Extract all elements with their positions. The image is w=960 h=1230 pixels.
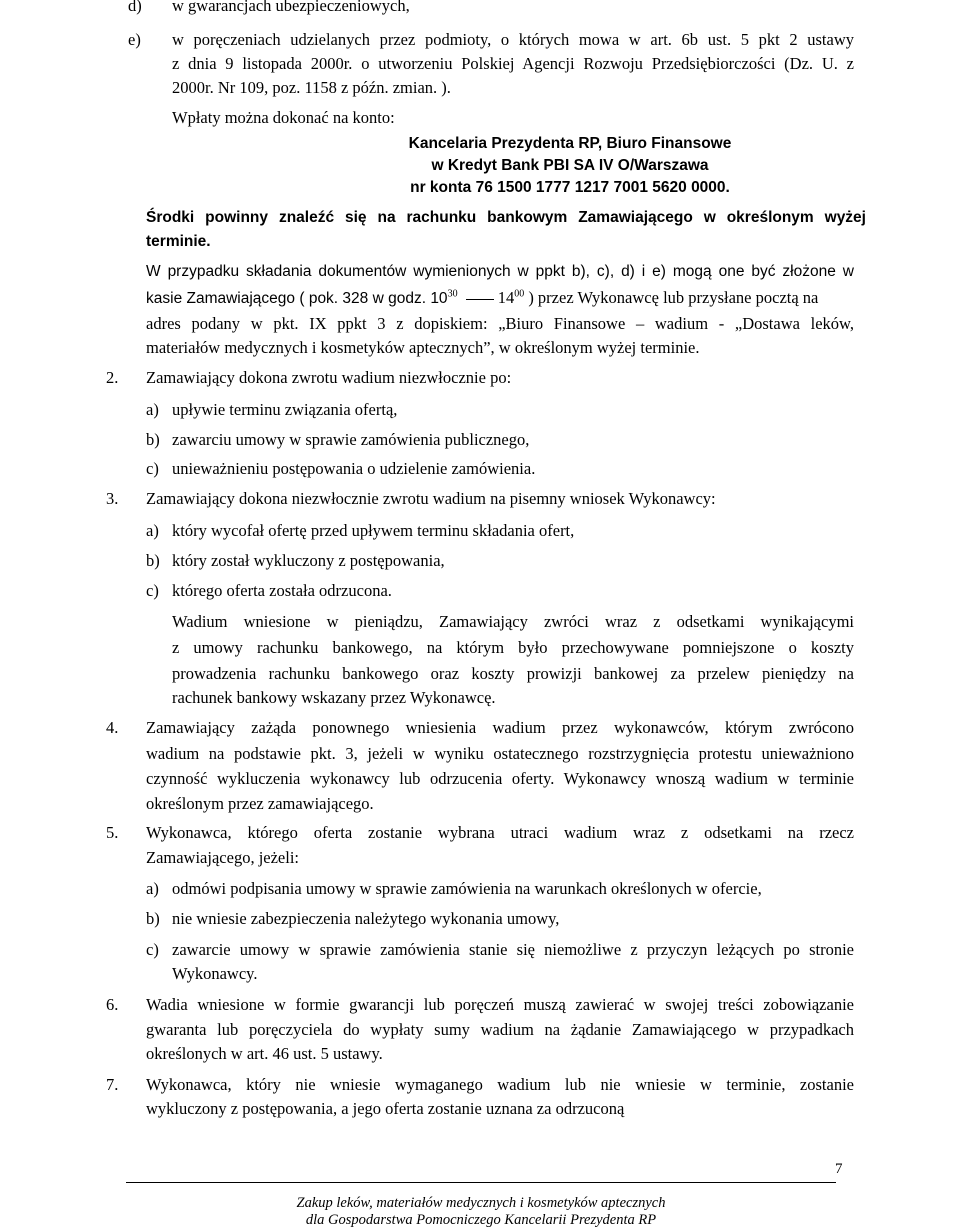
s3-para-line-2: z umowy rachunku bankowego, na którym było przechowywane pomniejszone o koszty [172,638,854,657]
item-d-label: d) [128,0,142,15]
item-e-line-2: z dnia 9 listopada 2000r. o utworzeniu Polskiej Agencji Rozwoju Przedsiębiorczości (Dz. U. z [172,54,854,73]
time-range-dash [466,299,494,300]
s2-item-a-text: upływie terminu związania ofertą, [172,400,398,419]
s6-line-1: Wadia wniesione w formie gwarancji lub poręczeń muszą zawierać w swojej treści zobowiązanie [146,995,854,1014]
s7-line-1: Wykonawca, który nie wniesie wymaganego wadium lub nie wniesie w terminie, zostanie [146,1075,854,1094]
s3-item-b-text: który został wykluczony z postępowania, [172,551,445,570]
s7-line-2: wykluczony z postępowania, a jego oferta zostanie uznana za odrzuconą [146,1099,625,1118]
item-e-line-3: 2000r. Nr 109, poz. 1158 z późn. zmian. ). [172,78,451,97]
s2-item-c-label: c) [146,459,159,478]
docs-time-2-sup: 00 [514,288,525,300]
s7-num: 7. [106,1075,119,1094]
s5-item-b-label: b) [146,909,160,928]
docs-line-2-pre: kasie Zamawiającego ( pok. 328 w godz. 10 [146,290,448,307]
s5-line-1: Wykonawca, którego oferta zostanie wybrana utraci wadium wraz z odsetkami na rzecz [146,823,854,842]
s6-line-2: gwaranta lub poręczyciela do wypłaty sumy wadium na żądanie Zamawiającego w przypadkach [146,1020,854,1039]
s5-item-a-label: a) [146,879,159,898]
s5-item-a-text: odmówi podpisania umowy w sprawie zamówienia na warunkach określonych w ofercie, [172,879,762,898]
item-e-label: e) [128,30,141,49]
s5-item-c-text: zawarcie umowy w sprawie zamówienia stanie się niemożliwe z przyczyn leżących po stronie [172,940,854,959]
docs-line-1: W przypadku składania dokumentów wymienionych w ppkt b), c), d) i e) mogą one być złożone w [146,263,854,280]
bank-line-3: nr konta 76 1500 1777 1217 7001 5620 0000. [410,179,730,196]
docs-line-2 [146,288,854,309]
item-d-text: w gwarancjach ubezpieczeniowych, [172,0,410,15]
docs-time-2-base: 14 [497,288,515,307]
s2-item-a-label: a) [146,400,159,419]
funds-line-2: terminie. [146,233,211,250]
s3-item-c-label: c) [146,581,159,600]
item-e-line-1: w poręczeniach udzielanych przez podmioty, o których mowa w art. 6b ust. 5 pkt 2 ustawy [172,30,854,49]
s3-item-a-label: a) [146,521,159,540]
s5-item-c-cont: Wykonawcy. [172,964,258,983]
s2-text: Zamawiający dokona zwrotu wadium niezwłocznie po: [146,368,512,387]
s3-para-line-1: Wadium wniesione w pieniądzu, Zamawiający zwróci wraz z odsetkami wynikającymi [172,612,854,631]
footer-rule [126,1182,836,1183]
s3-para-line-4: rachunek bankowy wskazany przez Wykonawcę. [172,688,496,707]
s3-para-line-3: prowadzenia rachunku bankowego oraz koszty prowizji bankowej za przelew pieniędzy na [172,664,854,683]
s5-item-b-text: nie wniesie zabezpieczenia należytego wykonania umowy, [172,909,560,928]
bank-line-2: w Kredyt Bank PBI SA IV O/Warszawa [431,157,709,174]
docs-line-2-post: ) przez Wykonawcę lub przysłane pocztą na [524,288,819,307]
page-number: 7 [835,1161,843,1177]
s5-num: 5. [106,823,119,842]
s2-item-b-text: zawarciu umowy w sprawie zamówienia publicznego, [172,430,530,449]
docs-line-4: materiałów medycznych i kosmetyków aptecznych”, w określonym wyżej terminie. [146,338,700,357]
funds-line-1: Środki powinny znaleźć się na rachunku bankowym Zamawiającego w określonym wyżej [146,209,866,226]
payment-intro: Wpłaty można dokonać na konto: [172,108,395,127]
s2-item-b-label: b) [146,430,160,449]
s6-line-3: określonych w art. 46 ust. 5 ustawy. [146,1044,383,1063]
docs-line-3: adres podany w pkt. IX ppkt 3 z dopiskiem: „Biuro Finansowe – wadium - „Dostawa leków, [146,314,854,333]
docs-time-1-sup: 30 [447,288,458,300]
s2-num: 2. [106,368,119,387]
s4-line-2: wadium na podstawie pkt. 3, jeżeli w wyniku ostatecznego rozstrzygnięcia protestu unieważniono [146,744,854,763]
s4-line-4: określonym przez zamawiającego. [146,794,374,813]
s5-line-2: Zamawiającego, jeżeli: [146,848,299,867]
s4-line-3: czynność wykluczenia wykonawcy lub odrzucenia oferty. Wykonawcy wnoszą wadium w terminie [146,769,854,788]
footer-line-2: dla Gospodarstwa Pomocniczego Kancelarii Prezydenta RP [305,1212,657,1228]
s3-text: Zamawiający dokona niezwłocznie zwrotu wadium na pisemny wniosek Wykonawcy: [146,489,716,508]
s3-item-a-text: który wycofał ofertę przed upływem terminu składania ofert, [172,521,575,540]
s3-num: 3. [106,489,119,508]
footer-line-1: Zakup leków, materiałów medycznych i kosmetyków aptecznych [296,1195,666,1211]
s5-item-c-label: c) [146,940,159,959]
s2-item-c-text: unieważnieniu postępowania o udzielenie zamówienia. [172,459,536,478]
bank-line-1: Kancelaria Prezydenta RP, Biuro Finansowe [408,135,732,152]
s6-num: 6. [106,995,119,1014]
s4-line-1: Zamawiający zażąda ponownego wniesienia wadium przez wykonawców, którym zwrócono [146,718,854,737]
s3-item-b-label: b) [146,551,160,570]
s3-item-c-text: którego oferta została odrzucona. [172,581,392,600]
s4-num: 4. [106,718,119,737]
